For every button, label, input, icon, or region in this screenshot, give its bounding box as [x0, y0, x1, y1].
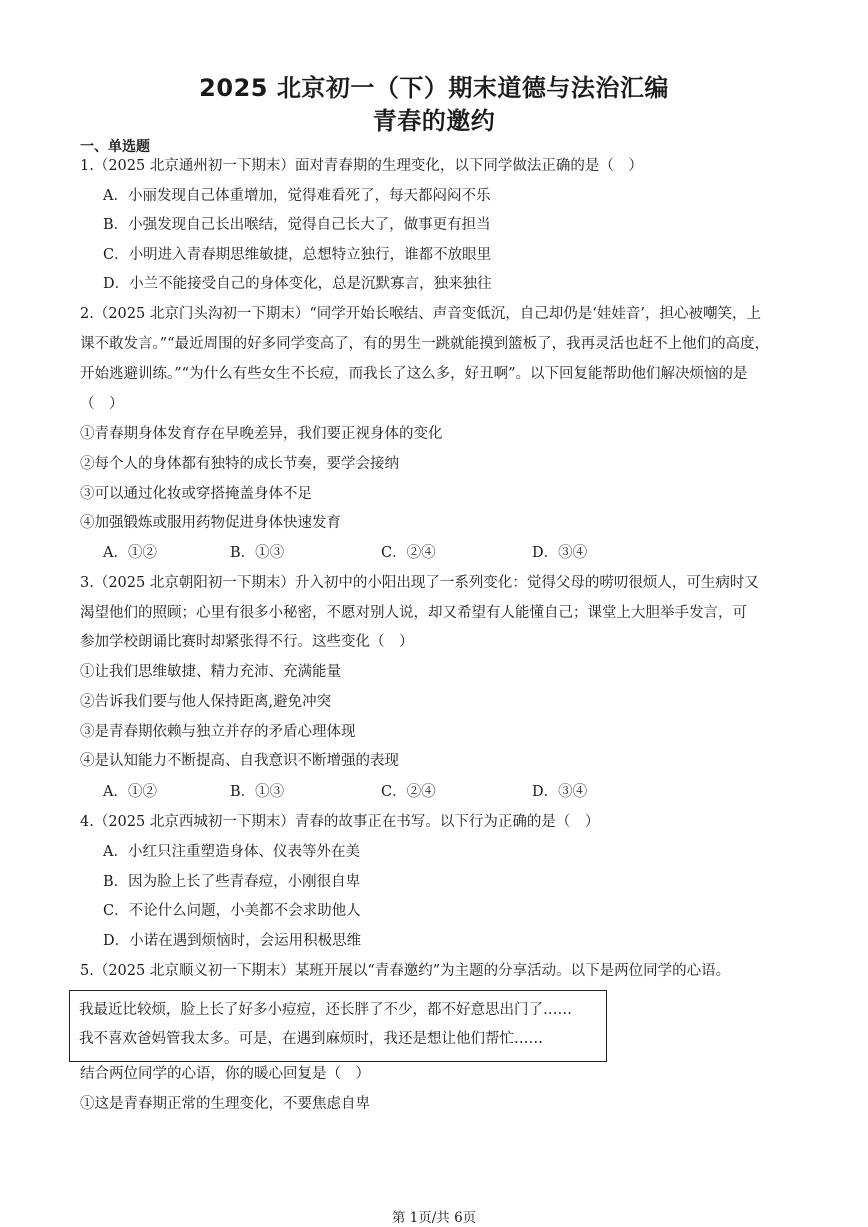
question-5-stem: 5.（2025 北京顺义初一下期末）某班开展以“青春邀约”为主题的分享活动。以下是两位同学的心语。: [80, 963, 731, 979]
question-3-item: ③是青春期依赖与独立并存的矛盾心理体现: [80, 724, 356, 740]
question-3-option-c: C．②④: [381, 784, 436, 800]
question-2-option-a: A．①②: [103, 545, 157, 561]
question-2-item: ④加强锻炼或服用药物促进身体快速发育: [80, 515, 341, 531]
question-2-item: ③可以通过化妆或穿搭掩盖身体不足: [80, 486, 312, 502]
quote-line: 我最近比较烦，脸上长了好多小痘痘，还长胖了不少，都不好意思出门了……: [79, 1002, 572, 1018]
question-1-option-b: B．小强发现自己长出喉结，觉得自己长大了，做事更有担当: [103, 217, 491, 233]
question-4-stem: 4.（2025 北京西城初一下期末）青春的故事正在书写。以下行为正确的是（ ）: [80, 814, 600, 830]
question-1-stem: 1.（2025 北京通州初一下期末）面对青春期的生理变化，以下同学做法正确的是（ ）: [80, 158, 643, 174]
question-2-item: ①青春期身体发育存在早晚差异，我们要正视身体的变化: [80, 426, 443, 442]
quote-line: 我不喜欢爸妈管我太多。可是，在遇到麻烦时，我还是想让他们帮忙……: [79, 1031, 543, 1047]
question-3-item: ①让我们思维敏捷、精力充沛、充满能量: [80, 664, 341, 680]
question-1-option-c: C．小明进入青春期思维敏捷，总想特立独行，谁都不放眼里: [103, 247, 492, 263]
question-2-stem-line: 开始逃避训练。”“为什么有些女生不长痘，而我长了这么多，好丑啊”。以下回复能帮助他们解决烦恼的是: [80, 366, 748, 382]
question-3-item: ②告诉我们要与他人保持距离,避免冲突: [80, 694, 332, 710]
question-5-follow-up: 结合两位同学的心语，你的暖心回复是（ ）: [80, 1066, 370, 1082]
document-subtitle: 青春的邀约: [372, 107, 496, 135]
section-heading: 一、单选题: [80, 139, 150, 155]
question-2-option-c: C．②④: [381, 545, 436, 561]
question-3-stem-line: 3.（2025 北京朝阳初一下期末）升入初中的小阳出现了一系列变化：觉得父母的唠叨很烦人，可生病时又: [80, 575, 759, 591]
document-title: 2025 北京初一（下）期末道德与法治汇编: [199, 74, 669, 102]
quote-box: [69, 990, 607, 1062]
question-2-option-b: B．①③: [230, 545, 285, 561]
question-3-item: ④是认知能力不断提高、自我意识不断增强的表现: [80, 753, 399, 769]
question-5-item: ①这是青春期正常的生理变化，不要焦虑自卑: [80, 1096, 370, 1112]
question-2-stem-line: （ ）: [80, 396, 124, 412]
question-3-stem-line: 参加学校朗诵比赛时却紧张得不行。这些变化（ ）: [80, 634, 414, 650]
page-footer: 第 1页/共 6页: [391, 1210, 477, 1226]
question-3-option-a: A．①②: [103, 784, 157, 800]
question-4-option-b: B．因为脸上长了些青春痘，小刚很自卑: [103, 874, 361, 890]
question-2-option-d: D．③④: [532, 545, 588, 561]
question-3-option-d: D．③④: [532, 784, 588, 800]
question-2-stem-line: 2.（2025 北京门头沟初一下期末）“同学开始长喉结、声音变低沉，自己却仍是‘娃娃音’，担心被嘲笑，上: [80, 306, 761, 322]
question-4-option-d: D．小诺在遇到烦恼时，会运用积极思维: [103, 933, 362, 949]
question-2-stem-line: 课不敢发言。”“最近周围的好多同学变高了，有的男生一跳就能摸到篮板了，我再灵活也赶不上他们的高度，: [80, 336, 770, 352]
question-1-option-d: D．小兰不能接受自己的身体变化，总是沉默寡言，独来独往: [103, 276, 492, 292]
question-3-stem-line: 渴望他们的照顾；心里有很多小秘密，不愿对别人说，却又希望有人能懂自己；课堂上大胆举手发言，可: [80, 605, 747, 621]
question-3-option-b: B．①③: [230, 784, 285, 800]
question-1-option-a: A．小丽发现自己体重增加，觉得难看死了，每天都闷闷不乐: [103, 188, 491, 204]
question-4-option-a: A．小红只注重塑造身体、仪表等外在美: [103, 844, 360, 860]
question-4-option-c: C．不论什么问题，小美都不会求助他人: [103, 903, 361, 919]
question-2-item: ②每个人的身体都有独特的成长节奏，要学会接纳: [80, 456, 399, 472]
